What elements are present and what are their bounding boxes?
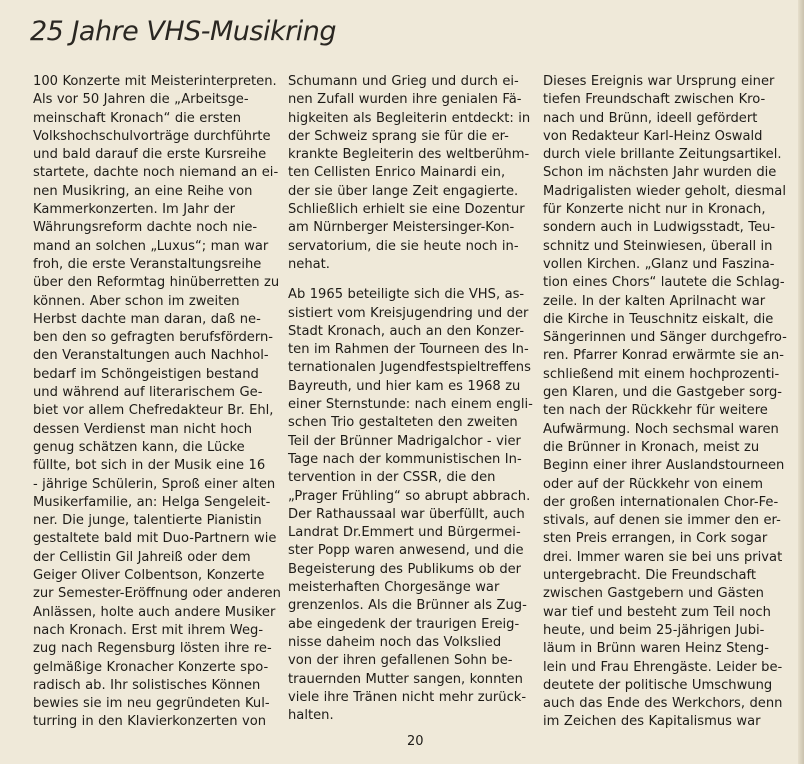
text-line: gen Klaren, und die Gastgeber sorg-	[543, 385, 783, 401]
page-number: 20	[407, 734, 424, 749]
text-line: sten Preis errangen, in Cork sogar	[543, 531, 768, 547]
text-line: radisch ab. Ihr solistisches Können	[33, 677, 261, 693]
text-line: bewies sie im neu gegründeten Kul-	[33, 696, 270, 712]
text-line: sondern auch in Ludwigsstadt, Teu-	[543, 220, 776, 236]
text-line: nen Musikring, an eine Reihe von	[33, 183, 253, 199]
text-line: läum in Brünn waren Heinz Steng-	[543, 641, 769, 657]
text-line: schließend mit einem hochprozenti-	[543, 366, 780, 382]
text-line: heute, und beim 25-jährigen Jubi-	[543, 622, 765, 638]
text-line: Als vor 50 Jahren die „Arbeitsge-	[33, 92, 249, 108]
text-line: vollen Kirchen. „Glanz und Faszina-	[543, 256, 775, 272]
text-line: Währungsreform dachte noch nie-	[33, 220, 258, 236]
text-line: nisse daheim noch das Volkslied	[288, 634, 502, 650]
text-line: sistiert vom Kreisjugendring und der	[288, 305, 529, 321]
text-line: füllte, bot sich in der Musik eine 16	[33, 458, 266, 474]
text-line: von Redakteur Karl-Heinz Oswald	[543, 128, 763, 144]
text-line: Herbst dachte man daran, daß ne-	[33, 311, 261, 327]
text-line: den Veranstaltungen auch Nachhol-	[33, 348, 269, 364]
text-line: über den Reformtag hinüberretten zu	[33, 275, 280, 291]
text-line: im Zeichen des Kapitalismus war	[543, 714, 761, 730]
text-line: nach Kronach. Erst mit ihrem Weg-	[33, 622, 264, 638]
text-line: Landrat Dr.Emmert und Bürgermei-	[288, 525, 521, 541]
text-line: zwischen Gastgebern und Gästen	[543, 586, 764, 602]
text-line: viele ihre Tränen nicht mehr zurück-	[288, 689, 527, 705]
text-line: ten im Rahmen der Tourneen des In-	[288, 342, 529, 358]
text-line: drei. Immer waren sie bei uns privat	[543, 549, 783, 565]
text-line: der Schweiz sprang sie für die er-	[288, 128, 509, 144]
text-line: Sängerinnen und Sänger durchgefro-	[543, 330, 787, 346]
text-line: Schließlich erhielt sie eine Dozentur	[288, 202, 525, 218]
text-line: Schon im nächsten Jahr wurden die	[543, 165, 777, 181]
text-line: ren. Pfarrer Konrad erwärmte sie an-	[543, 348, 784, 364]
text-line: Ab 1965 beteiligte sich die VHS, as-	[288, 287, 525, 303]
text-line: tiefen Freundschaft zwischen Kro-	[543, 92, 766, 108]
text-line: krankte Begleiterin des weltberühm-	[288, 147, 530, 163]
text-line: Geiger Oliver Colbentson, Konzerte	[33, 568, 265, 584]
text-line: trauernden Mutter sangen, konnten	[288, 671, 523, 687]
text-line: Der Rathaussaal war überfüllt, auch	[288, 506, 525, 522]
text-line: auch das Ende des Werkchors, denn	[543, 696, 783, 712]
text-line: tion eines Chors“ lautete die Schlag-	[543, 275, 785, 291]
paragraph-gap	[288, 274, 528, 286]
text-column-2	[288, 73, 533, 725]
text-line: die Kirche in Teuschnitz eiskalt, die	[543, 311, 774, 327]
text-line: ternationalen Jugendfestspieltreffens	[288, 360, 531, 376]
text-line: genug schätzen kann, die Lücke	[33, 439, 245, 455]
text-line: gestaltete bald mit Duo-Partnern wie	[33, 531, 277, 547]
text-line: 100 Konzerte mit Meisterinterpreten.	[33, 74, 277, 89]
text-line: Beginn einer ihrer Auslandstourneen	[543, 458, 785, 474]
text-line: Anlässen, holte auch andere Musiker	[33, 604, 276, 620]
text-line: meisterhaften Chorgesänge war	[288, 580, 500, 596]
text-line: schnitz und Steinwiesen, überall in	[543, 238, 773, 254]
text-line: untergebracht. Die Freundschaft	[543, 568, 757, 584]
text-line: nach und Brünn, ideell gefördert	[543, 110, 758, 126]
text-line: zeile. In der kalten Aprilnacht war	[543, 293, 766, 309]
text-line: schen Trio gestalteten den zweiten	[288, 415, 518, 431]
text-line: Bayreuth, und hier kam es 1968 zu	[288, 378, 521, 394]
text-line: durch viele brillante Zeitungsartikel.	[543, 147, 782, 163]
text-column-1	[33, 73, 281, 732]
text-line: froh, die erste Veranstaltungsreihe	[33, 256, 262, 272]
text-line: können. Aber schon im zweiten	[33, 293, 240, 309]
text-line: deutete der politische Umschwung	[543, 677, 773, 693]
text-line: lein und Frau Ehrengäste. Leider be-	[543, 659, 783, 675]
text-line: und bald darauf die erste Kursreihe	[33, 147, 267, 163]
text-line: zug nach Regensburg lösten ihre re-	[33, 641, 272, 657]
text-line: mand an solchen „Luxus“; man war	[33, 238, 269, 254]
text-line: - jährige Schülerin, Sproß einer alten	[33, 476, 276, 492]
text-line: stivals, auf denen sie immer den er-	[543, 513, 781, 529]
text-line: oder auf der Rückkehr von einem	[543, 476, 764, 492]
page-edge	[798, 0, 804, 764]
text-line: ner. Die junge, talentierte Pianistin	[33, 513, 262, 529]
text-line: Kammerkonzerten. Im Jahr der	[33, 202, 236, 218]
text-line: der großen internationalen Chor-Fe-	[543, 494, 779, 510]
text-line: higkeiten als Begleiterin entdeckt: in	[288, 110, 531, 126]
text-line: zur Semester-Eröffnung oder anderen	[33, 586, 281, 602]
text-line: biet vor allem Chefredakteur Br. Ehl,	[33, 403, 274, 419]
text-line: am Nürnberger Meistersinger-Kon-	[288, 220, 515, 236]
text-line: bedarf im Schöngeistigen bestand	[33, 366, 259, 382]
article-title: 25 Jahre VHS-Musikring	[30, 16, 336, 47]
text-line: startete, dachte noch niemand an ei-	[33, 165, 279, 181]
text-line: ben den so gefragten berufsfördern-	[33, 330, 273, 346]
text-line: nen Zufall wurden ihre genialen Fä-	[288, 92, 522, 108]
text-line: Musikerfamilie, an: Helga Sengeleit-	[33, 494, 271, 510]
text-line: Madrigalisten wieder geholt, diesmal	[543, 183, 786, 199]
text-line: für Konzerte nicht nur in Kronach,	[543, 202, 766, 218]
text-line: nehat.	[288, 256, 330, 272]
text-line: tervention in der CSSR, die den	[288, 470, 496, 486]
text-line: von der ihren gefallenen Sohn be-	[288, 653, 513, 669]
text-line: Tage nach der kommunistischen In-	[288, 451, 522, 467]
text-column-3	[543, 73, 788, 732]
text-line: Stadt Kronach, auch an den Konzer-	[288, 323, 525, 339]
text-line: gelmäßige Kronacher Konzerte spo-	[33, 659, 269, 675]
text-line: ten nach der Rückkehr für weitere	[543, 403, 768, 419]
text-line: Schumann und Grieg und durch ei-	[288, 74, 519, 89]
text-line: Aufwärmung. Noch sechsmal waren	[543, 421, 779, 437]
text-line: servatorium, die sie heute noch in-	[288, 238, 519, 254]
text-line: der Cellistin Gil Jahreiß oder dem	[33, 549, 251, 565]
text-line: grenzenlos. Als die Brünner als Zug-	[288, 598, 527, 614]
text-line: Dieses Ereignis war Ursprung einer	[543, 74, 775, 89]
text-line: und während auf literarischem Ge-	[33, 385, 263, 401]
text-line: turring in den Klavierkonzerten von	[33, 714, 267, 730]
text-line: Volkshochschulvorträge durchführte	[33, 128, 271, 144]
text-line: halten.	[288, 708, 334, 724]
text-line: ster Popp waren anwesend, und die	[288, 543, 524, 559]
text-line: abe eingedenk der traurigen Ereig-	[288, 616, 520, 632]
text-line: ten Cellisten Enrico Mainardi ein,	[288, 165, 506, 181]
text-line: war tief und besteht zum Teil noch	[543, 604, 771, 620]
text-line: meinschaft Kronach“ die ersten	[33, 110, 242, 126]
text-line: einer Sternstunde: nach einem engli-	[288, 397, 533, 413]
text-line: die Brünner in Kronach, meist zu	[543, 439, 760, 455]
text-line: Begeisterung des Publikums ob der	[288, 561, 522, 577]
text-line: Teil der Brünner Madrigalchor - vier	[288, 433, 521, 449]
text-line: der sie über lange Zeit engagierte.	[288, 183, 519, 199]
text-line: dessen Verdienst man nicht hoch	[33, 421, 253, 437]
text-line: „Prager Frühling“ so abrupt abbrach.	[288, 488, 531, 504]
